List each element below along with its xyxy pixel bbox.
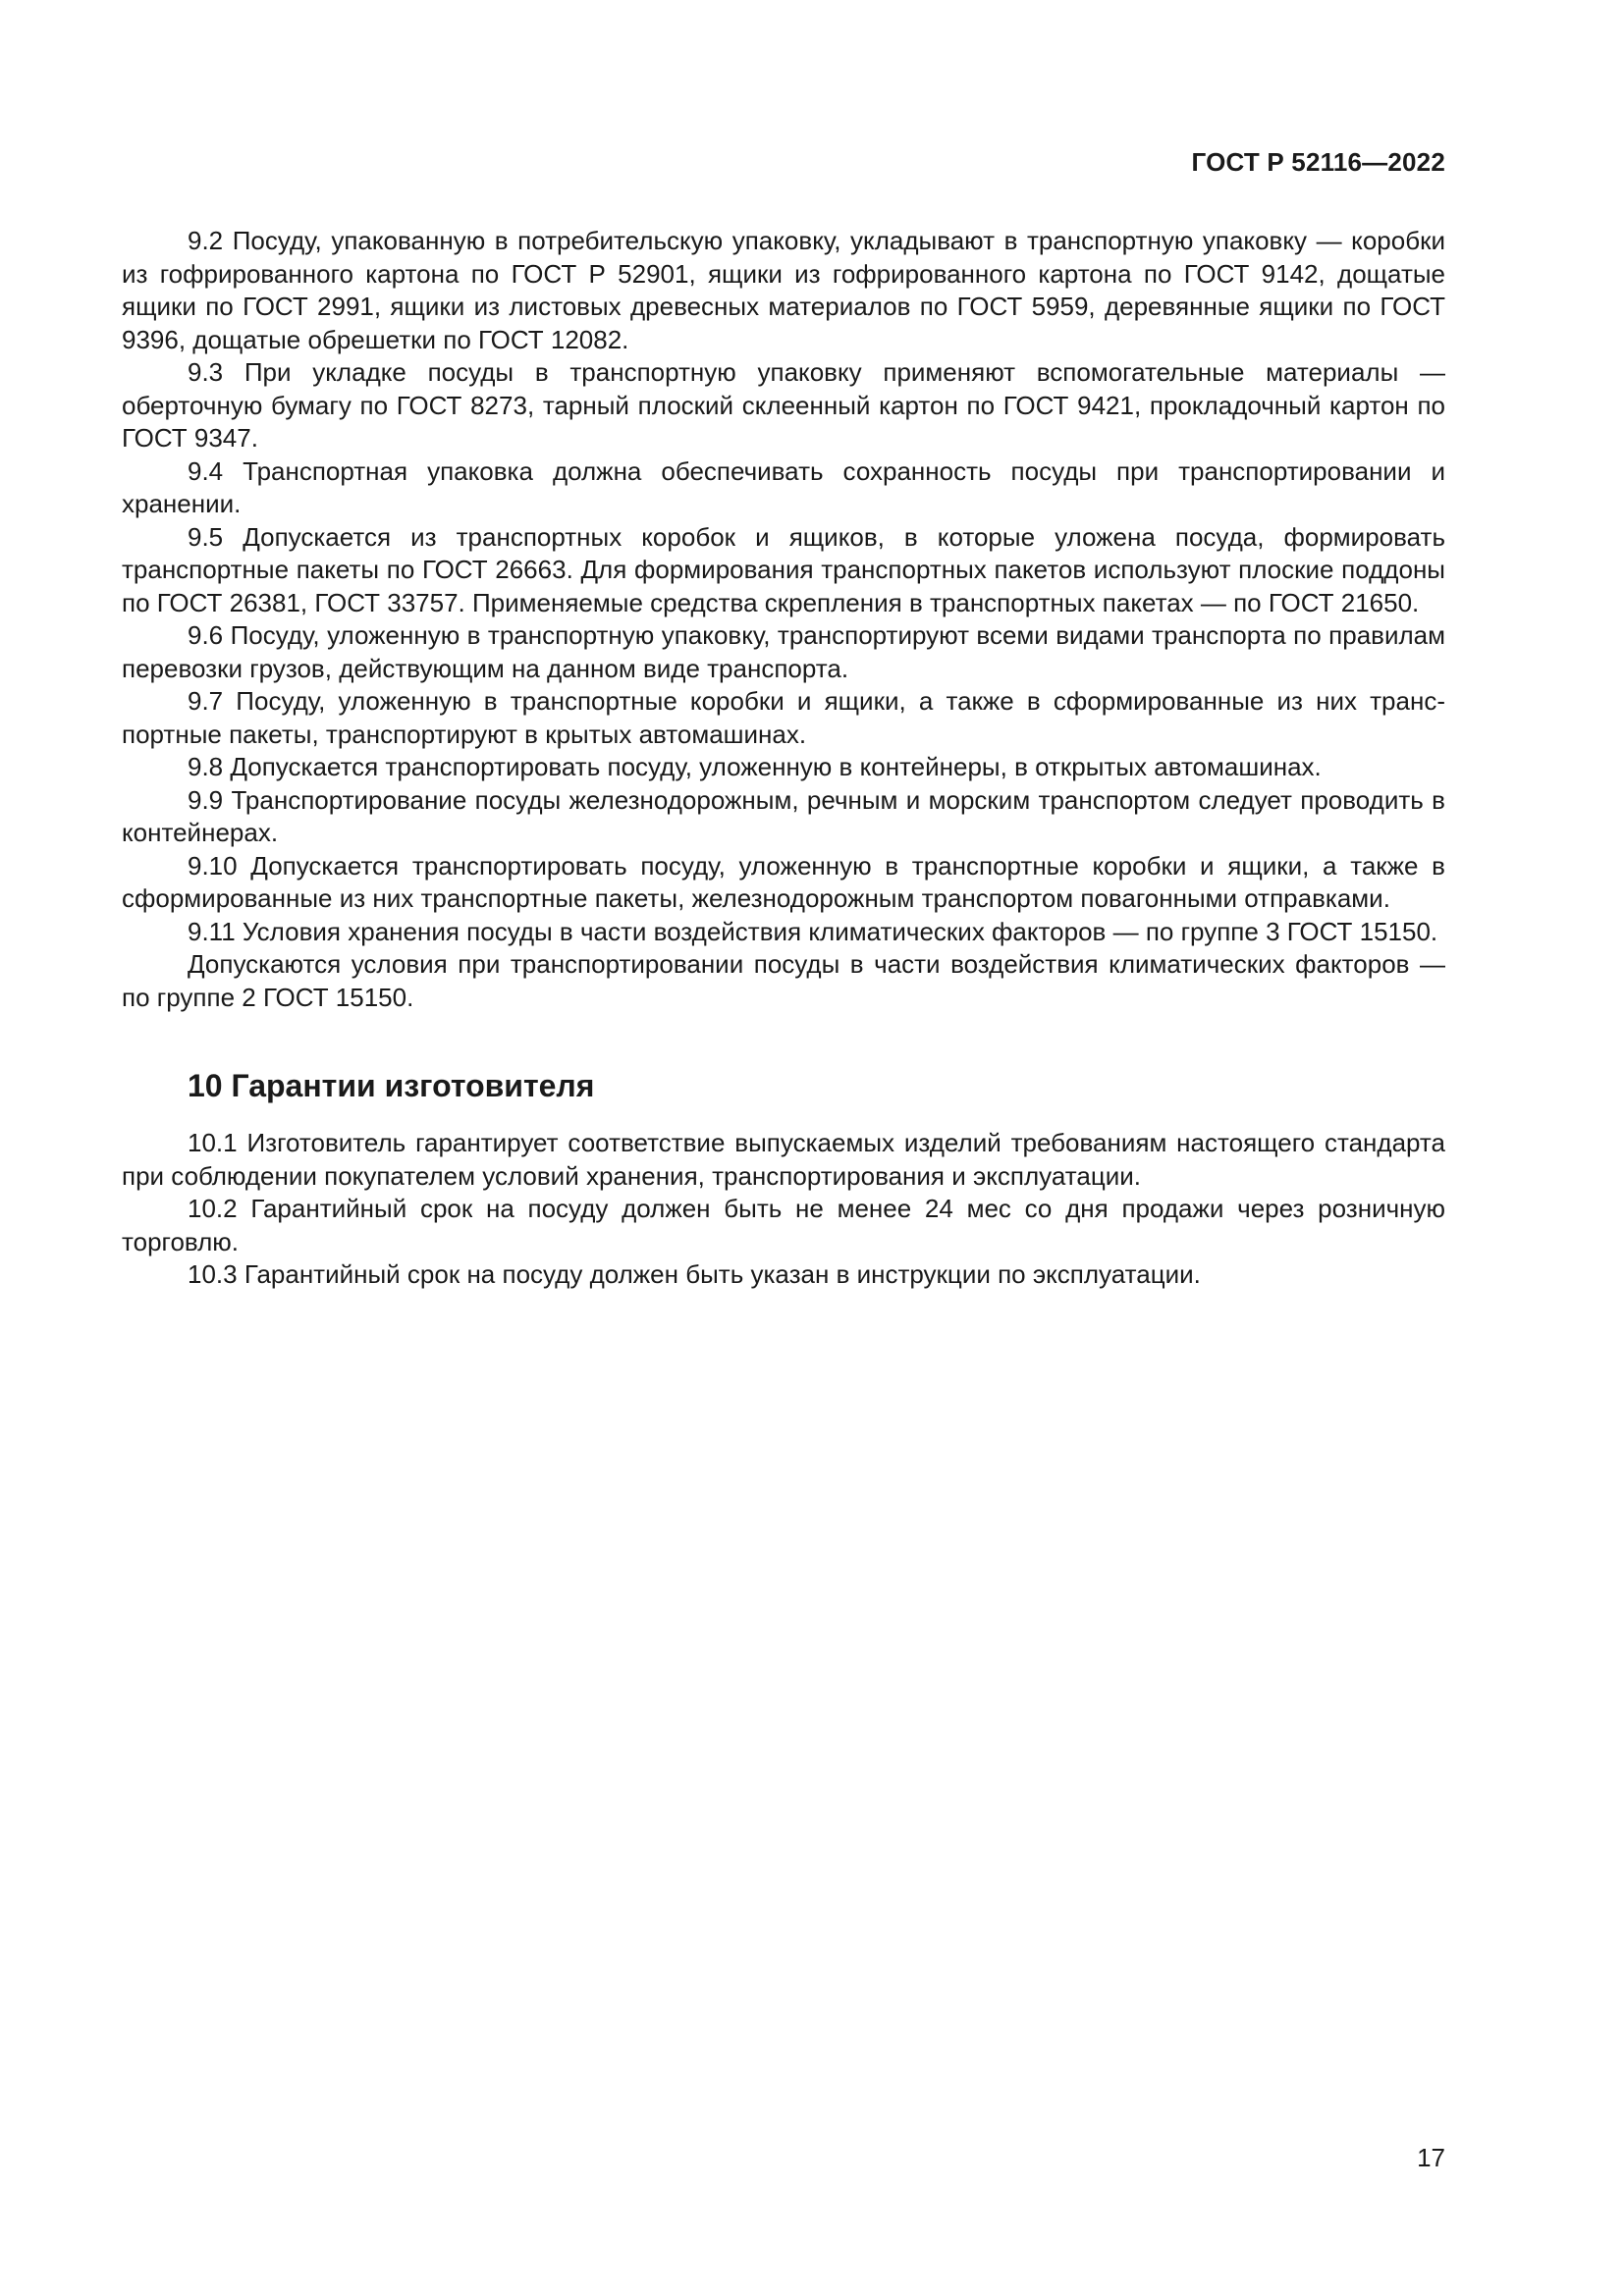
paragraph-9-9: 9.9 Транспортирование посуды железнодорожным, речным и морским транспортом следует проводить в контейнерах.: [122, 784, 1445, 847]
section-10-heading: 10 Гарантии изготовителя: [188, 1068, 595, 1103]
document-id-header: ГОСТ Р 52116—2022: [1191, 147, 1445, 177]
document-body: [122, 225, 1445, 1292]
paragraph-10-1: 10.1 Изготовитель гарантирует соответствие выпускаемых изделий требованиям настоящего стандарта при соблюдении покупателем условий хранения, транспортирования и эксплуатации.: [122, 1128, 1445, 1191]
paragraph-9-4: 9.4 Транспортная упаковка должна обеспечивать сохранность посуды при транспортировании и хранении.: [122, 455, 1445, 518]
paragraph-9-7: 9.7 Посуду, уложенную в транспортные коробки и ящики, а также в сформированные из них транспортные пакеты, транспортируют в крытых автомашинах.: [122, 686, 1445, 749]
paragraph-10-2: 10.2 Гарантийный срок на посуду должен быть не менее 24 мес со дня продажи через розничную торговлю.: [122, 1194, 1445, 1256]
paragraph-9-10: 9.10 Допускается транспортировать посуду, уложенную в транспортные коробки и ящики, а также в сформированные из них транспортные пакеты, железнодорожным транспортом повагонными отправками.: [122, 850, 1445, 913]
paragraph-9-11: 9.11 Условия хранения посуды в части воздействия климатических факторов — по группе 3 ГОСТ 15150.: [188, 916, 1438, 946]
paragraph-9-5: 9.5 Допускается из транспортных коробок и ящиков, в которые уложена посуда, формировать транспортные пакеты по ГОСТ 26663. Для формирования транспортных пакетов используют плоские поддоны по ГОСТ 26381, ГОСТ 33757. Применяемые средства скрепления в транспортных пакетах — по ГОСТ 21650.: [122, 521, 1445, 617]
paragraph-10-3: 10.3 Гарантийный срок на посуду должен быть указан в инструкции по эксплуатации.: [188, 1259, 1201, 1289]
paragraph-9-6: 9.6 Посуду, уложенную в транспортную упаковку, транспортируют всеми видами транспорта по правилам перевозки грузов, действующим на данном виде транспорта.: [122, 620, 1445, 683]
paragraph-9-2: 9.2 Посуду, упакованную в потребительскую упаковку, укладывают в транспортную упаковку — коробки из гофрированного картона по ГОСТ Р 52901, ящики из гофрированного картона по ГОСТ 9142, дощатые ящики по ГОСТ 2991, ящики из листовых древесных материалов по ГОСТ 5959, деревянные ящики по ГОСТ 9396, дощатые обрешетки по ГОСТ 12082.: [122, 226, 1445, 354]
paragraph-9-11-addendum: Допускаются условия при транспортировании посуды в части воздействия климатических факторов — по группе 2 ГОСТ 15150.: [122, 949, 1445, 1012]
paragraph-9-8: 9.8 Допускается транспортировать посуду, уложенную в контейнеры, в открытых автомашинах.: [188, 752, 1322, 781]
paragraph-9-3: 9.3 При укладке посуды в транспортную упаковку применяют вспомогательные материалы — оберточную бумагу по ГОСТ 8273, тарный плоский склеенный картон по ГОСТ 9421, прокладочный картон по ГОСТ 9347.: [122, 357, 1445, 453]
page-number: 17: [1417, 2143, 1445, 2172]
